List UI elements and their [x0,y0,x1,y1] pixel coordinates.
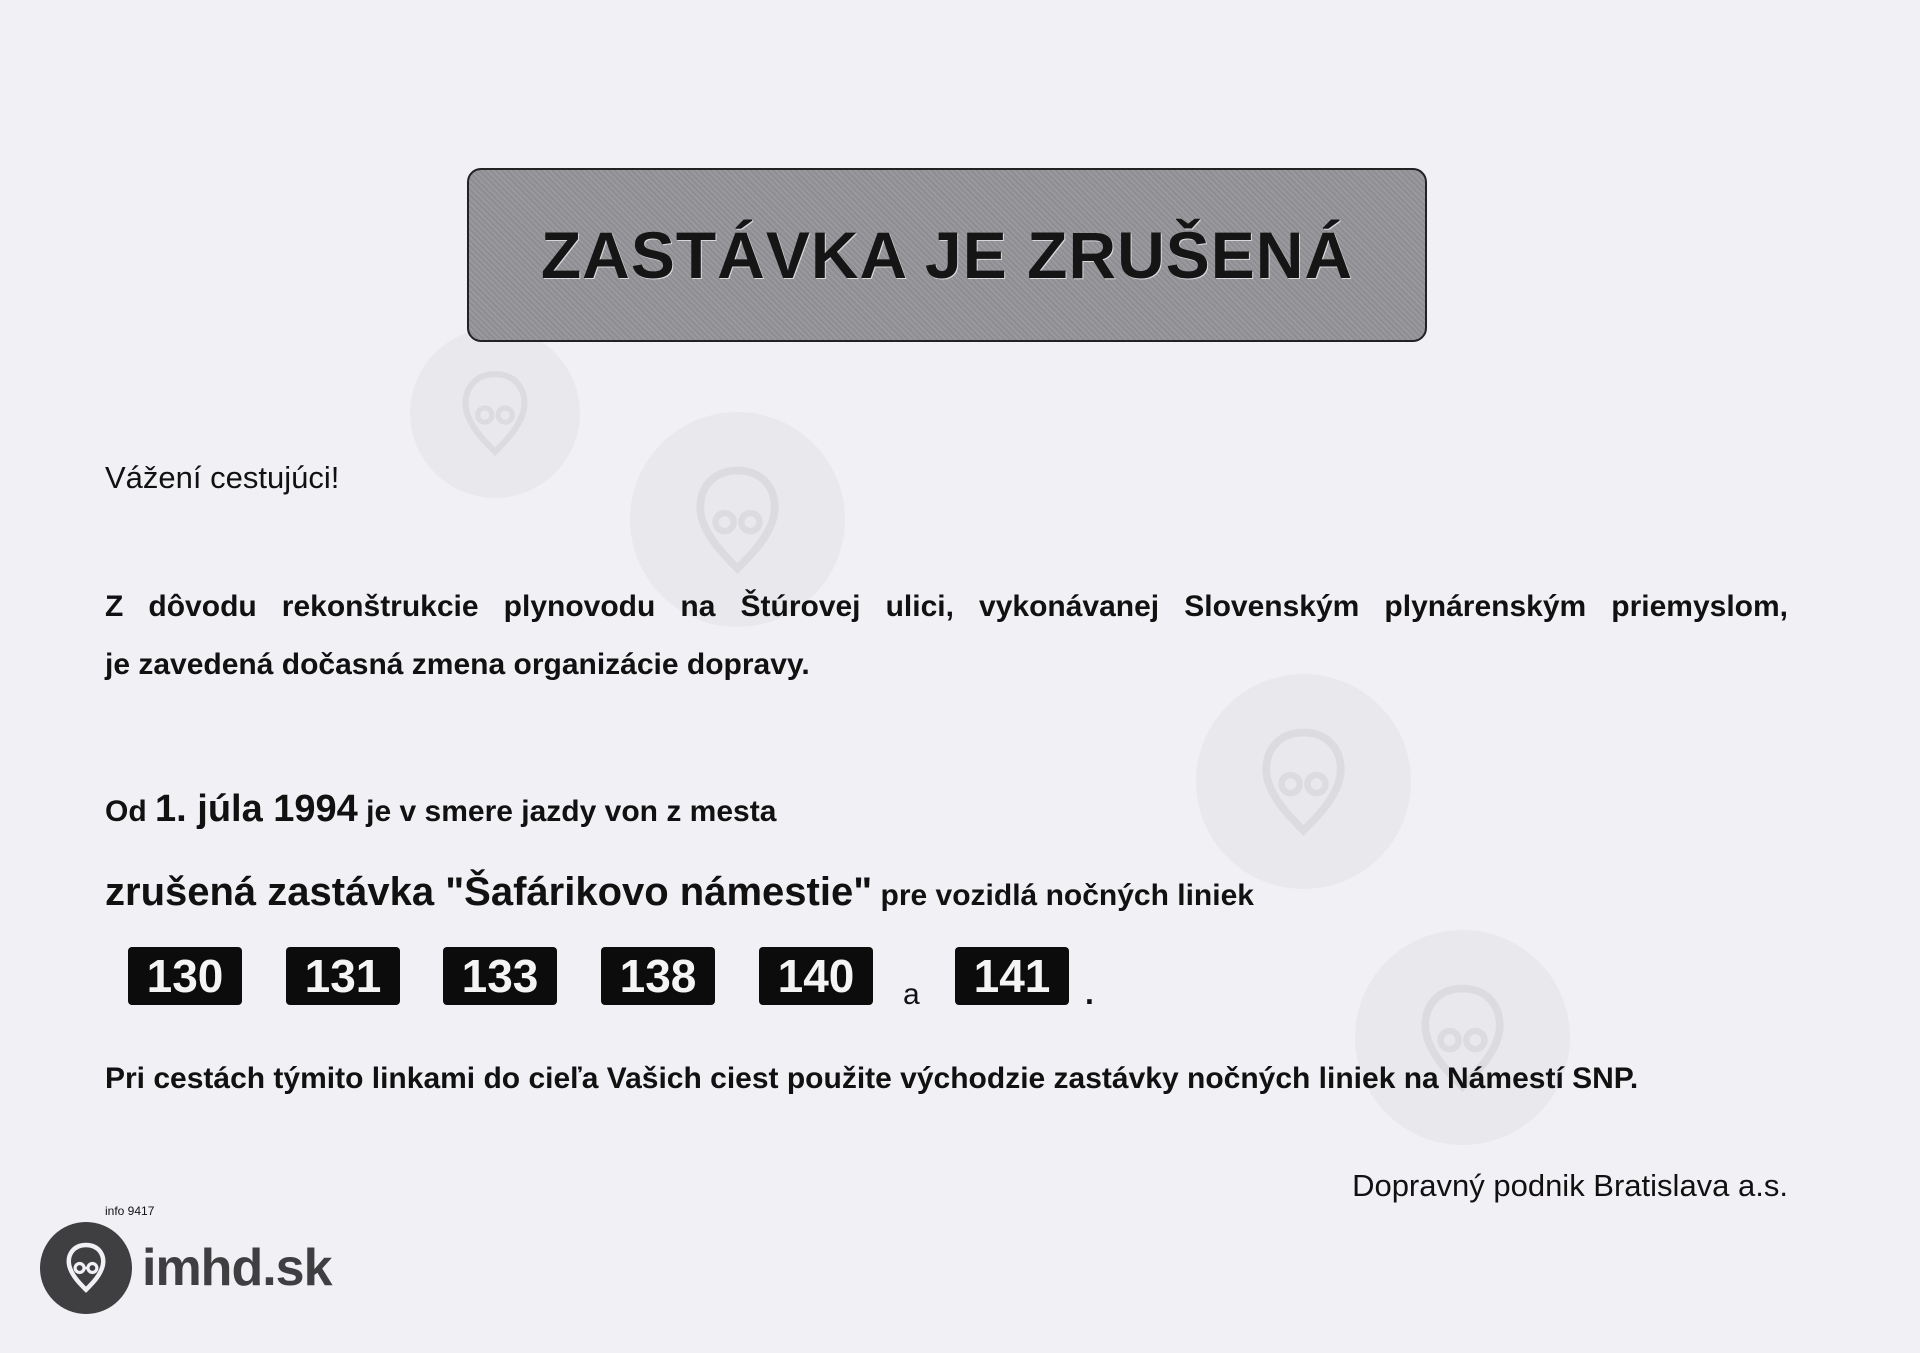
route-badge: 141 [955,947,1069,1005]
route-badge: 133 [443,947,557,1005]
watermark-logo-icon [1196,674,1411,889]
route-badge: 140 [759,947,873,1005]
imhd-logo-icon [40,1222,132,1314]
period: . [1085,975,1094,1011]
greeting: Vážení cestujúci! [105,460,340,495]
notice-title: ZASTÁVKA JE ZRUŠENÁ [540,218,1354,292]
date-prefix: Od [105,795,147,828]
watermark-logo-icon [1355,930,1570,1145]
stop-suffix: pre vozidlá nočných liniek [880,879,1254,912]
route-badge: 138 [601,947,715,1005]
effective-date: 1. júla 1994 [155,788,358,830]
signature: Dopravný podnik Bratislava a.s. [1352,1168,1788,1203]
stop-line [105,870,1254,915]
info-code: info 9417 [105,1204,155,1218]
instruction-text: Pri cestách týmito linkami do cieľa Vašich ciest použite východzie zastávky nočných liniek na Námestí SNP. [105,1062,1639,1095]
imhd-logo [40,1222,332,1314]
paragraph-line-2: je zavedená dočasná zmena organizácie dopravy. [105,648,810,681]
date-suffix: je v smere jazdy von z mesta [366,795,777,828]
route-badge: 130 [128,947,242,1005]
date-line [105,788,776,831]
title-box [467,168,1427,342]
paragraph-line-1: Z dôvodu rekonštrukcie plynovodu na Štúrovej ulici, vykonávanej Slovenským plynárenským priemyslom, [105,590,1788,623]
conjunction: a [903,978,920,1011]
logo-text: imhd.sk [142,1239,332,1297]
route-badge: 131 [286,947,400,1005]
cancelled-stop: zrušená zastávka "Šafárikovo námestie" [105,870,873,914]
watermark-logo-icon [410,328,580,498]
